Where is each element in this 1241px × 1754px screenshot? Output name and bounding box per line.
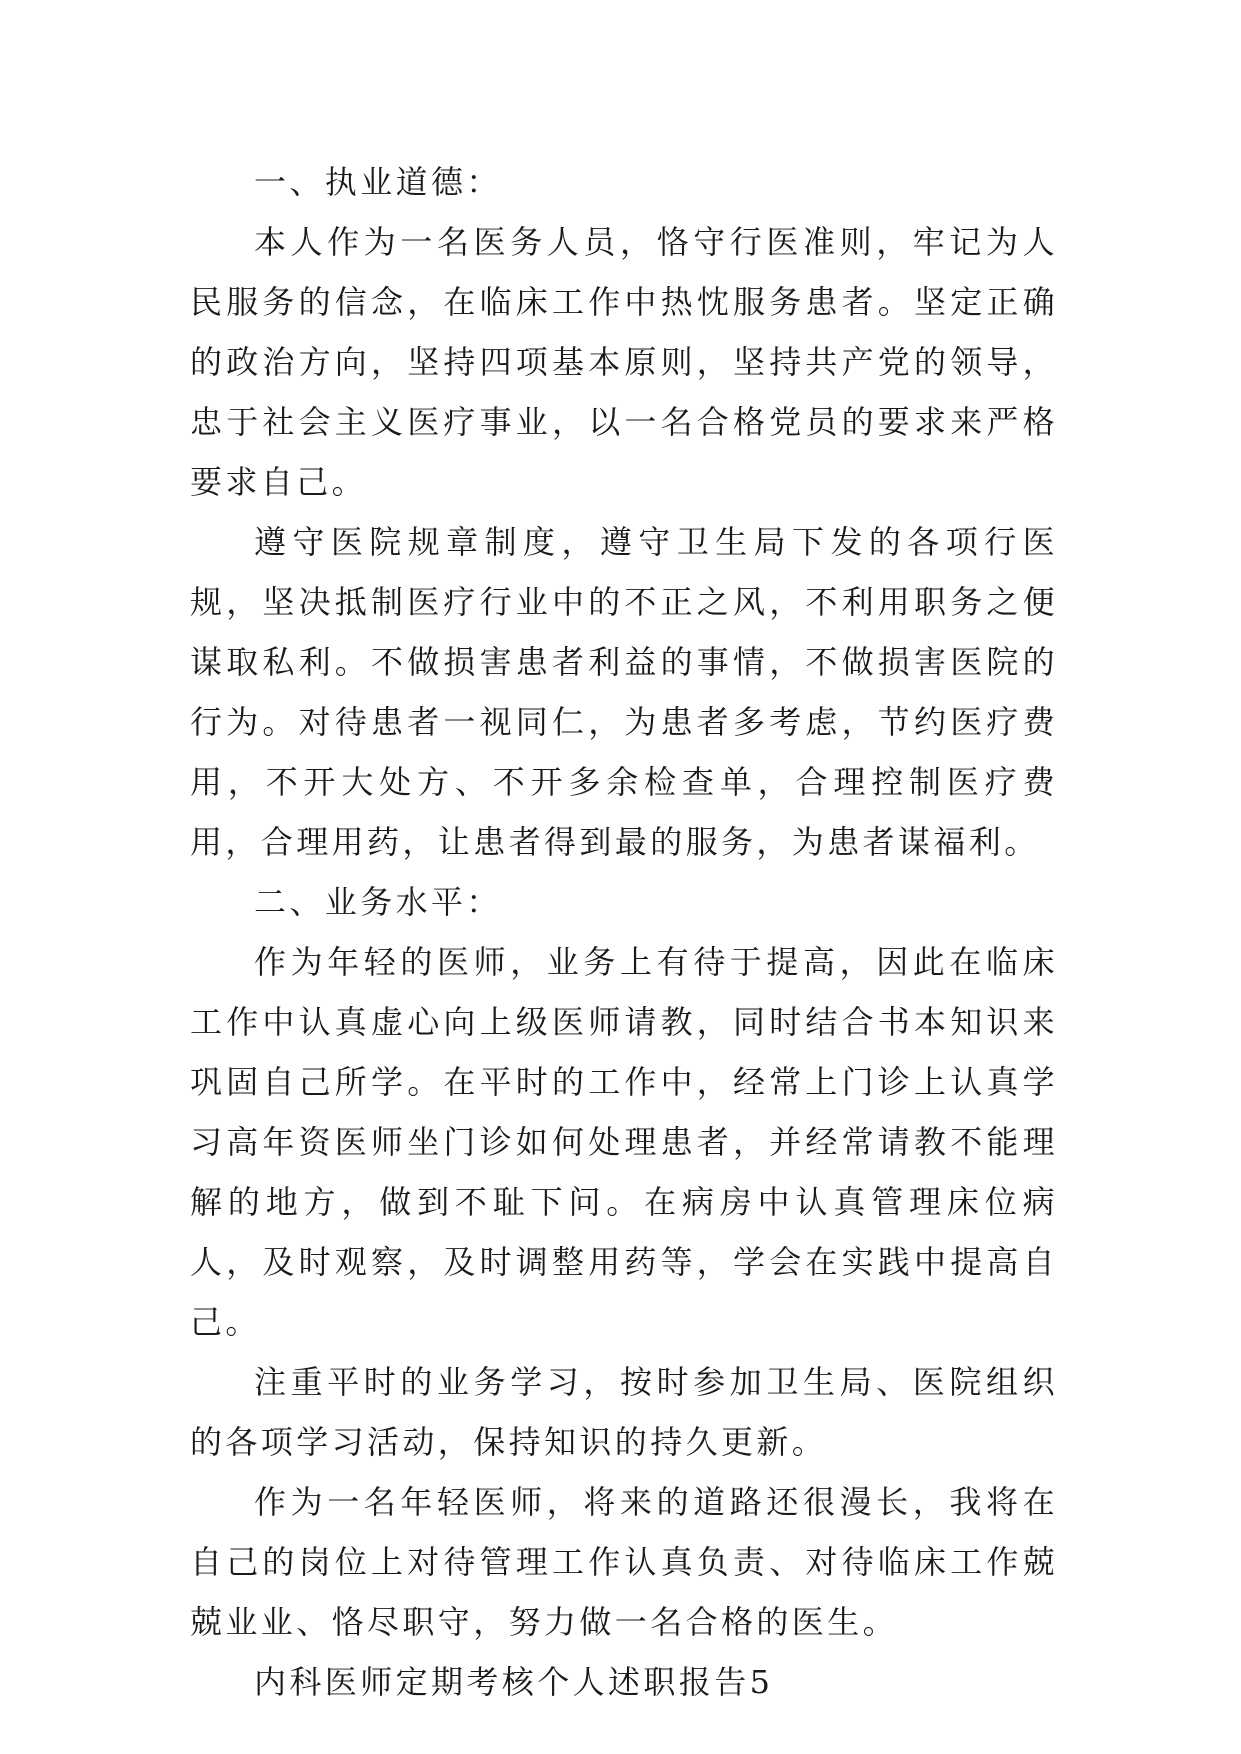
paragraph: 作为一名年轻医师，将来的道路还很漫长，我将在自己的岗位上对待管理工作认真负责、对待临床工作兢兢业业、恪尽职守，努力做一名合格的医生。 (190, 1483, 1058, 1641)
paragraph: 本人作为一名医务人员，恪守行医准则，牢记为人民服务的信念，在临床工作中热忱服务患者。坚定正确的政治方向，坚持四项基本原则，坚持共产党的领导，忠于社会主义医疗事业，以一名合格党员的要求来严格要求自己。 (190, 223, 1058, 501)
report-title: 内科医师定期考核个人述职报告5 (254, 1663, 774, 1701)
section-heading-skills: 二、业务水平： (254, 883, 502, 921)
paragraph: 注重平时的业务学习，按时参加卫生局、医院组织的各项学习活动，保持知识的持久更新。 (190, 1363, 1058, 1461)
paragraph: 遵守医院规章制度，遵守卫生局下发的各项行医规，坚决抵制医疗行业中的不正之风，不利用职务之便谋取私利。不做损害患者利益的事情，不做损害医院的行为。对待患者一视同仁，为患者多考虑，节约医疗费用，不开大处方、不开多余检查单，合理控制医疗费用，合理用药，让患者得到最的服务，为患者谋福利。 (190, 523, 1058, 861)
document-body (190, 152, 1058, 1712)
section-heading-ethics: 一、执业道德： (254, 163, 502, 201)
paragraph: 作为年轻的医师，业务上有待于提高，因此在临床工作中认真虚心向上级医师请教，同时结合书本知识来巩固自己所学。在平时的工作中，经常上门诊上认真学习高年资医师坐门诊如何处理患者，并经常请教不能理解的地方，做到不耻下问。在病房中认真管理床位病人，及时观察，及时调整用药等，学会在实践中提高自己。 (190, 943, 1058, 1341)
